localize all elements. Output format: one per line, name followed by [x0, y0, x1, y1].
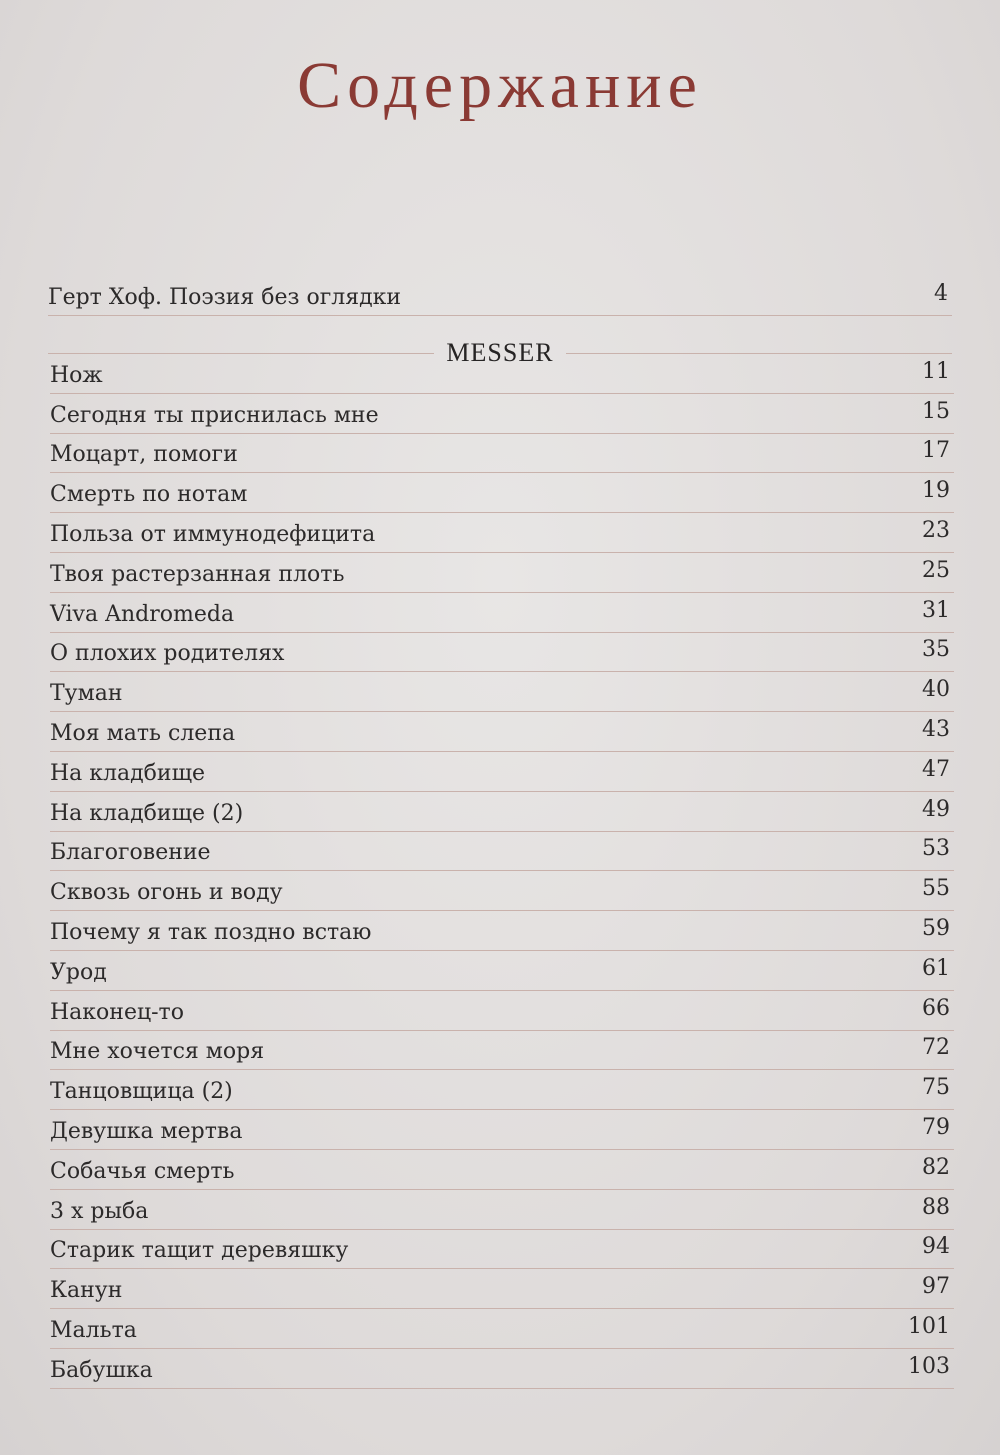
toc-entry-title: Почему я так поздно встаю [50, 919, 372, 945]
toc-entry-page: 25 [922, 557, 950, 583]
toc-entry-page: 82 [922, 1154, 950, 1180]
toc-entry-page: 47 [922, 756, 950, 782]
toc-entry-title: Девушка мертва [50, 1118, 243, 1144]
toc-entry [50, 354, 954, 394]
toc-entry-page: 101 [908, 1313, 950, 1339]
toc-entry-title: Viva Andromeda [50, 601, 235, 627]
toc-entry-title: Танцовщица (2) [50, 1079, 233, 1105]
toc-entry-title: На кладбище [50, 760, 206, 786]
toc-entry [50, 394, 954, 434]
toc-entry-title: Мальта [50, 1317, 137, 1343]
toc-entry [50, 991, 954, 1031]
toc-entry [50, 1230, 954, 1270]
toc-entry-title: Урод [50, 959, 107, 985]
toc-entry-title: Бабушка [50, 1357, 153, 1383]
toc-entry-page: 75 [922, 1075, 950, 1101]
toc-entry-page: 23 [922, 517, 950, 543]
toc-entry-title: Моцарт, помоги [50, 442, 238, 468]
toc-entry [50, 633, 954, 673]
toc-entry-page: 97 [922, 1274, 950, 1300]
toc-entry [50, 1349, 954, 1389]
toc-entry [50, 1190, 954, 1230]
toc-entry [50, 672, 954, 712]
toc-entry [50, 1110, 954, 1150]
toc-entry-title: Твоя растерзанная плоть [50, 561, 345, 587]
toc-entry-title: Мне хочется моря [50, 1039, 265, 1065]
toc-entry [50, 792, 954, 832]
page-title: Содержание [297, 49, 703, 122]
toc-entry-title: Старик тащит деревяшку [50, 1238, 349, 1264]
toc-entry [50, 513, 954, 553]
toc-entry-page: 79 [922, 1114, 950, 1140]
toc-entry-page: 72 [922, 1035, 950, 1061]
toc-entry-title: 3 х рыба [50, 1198, 149, 1224]
toc-entry-page: 35 [922, 637, 950, 663]
toc-entry-title: Канун [50, 1278, 123, 1304]
toc-entry-title: Сквозь огонь и воду [50, 880, 283, 906]
toc-entry [50, 553, 954, 593]
toc-entry-page: 17 [922, 438, 950, 464]
toc-entry-title: Польза от иммунодефицита [50, 521, 376, 547]
toc-entry [50, 593, 954, 633]
toc-entry [50, 473, 954, 513]
section-title: MESSER [446, 338, 554, 367]
toc-entry-title: Собачья смерть [50, 1158, 235, 1184]
toc-entry-page: 19 [922, 478, 950, 504]
toc-entry-title: О плохих родителях [50, 641, 285, 667]
toc-entry-page: 66 [922, 995, 950, 1021]
toc-entry [50, 1309, 954, 1349]
toc-entry [50, 871, 954, 911]
toc-entry [50, 832, 954, 872]
table-of-contents [50, 354, 954, 1389]
toc-entry [50, 434, 954, 474]
toc-entry-title: Сегодня ты приснилась мне [50, 402, 379, 428]
toc-entry [50, 951, 954, 991]
toc-entry [50, 712, 954, 752]
toc-entry-title: Нож [50, 362, 103, 388]
toc-entry [50, 752, 954, 792]
toc-entry-title: Наконец-то [50, 999, 184, 1025]
toc-entry-page: 4 [934, 281, 948, 306]
toc-intro-row [48, 276, 952, 316]
toc-entry-page: 53 [922, 836, 950, 862]
toc-entry-page: 11 [922, 358, 950, 384]
toc-entry-title: Благоговение [50, 840, 211, 866]
toc-entry [50, 911, 954, 951]
toc-entry-page: 15 [922, 398, 950, 424]
toc-entry [50, 1070, 954, 1110]
toc-entry-page: 40 [922, 677, 950, 703]
toc-entry-title: Туман [50, 681, 123, 707]
toc-entry-page: 103 [908, 1353, 950, 1379]
toc-entry [50, 1269, 954, 1309]
toc-entry-title: Моя мать слепа [50, 720, 236, 746]
toc-entry-title: Смерть по нотам [50, 482, 248, 508]
toc-entry-title: Герт Хоф. Поэзия без оглядки [48, 285, 402, 310]
toc-entry-page: 49 [922, 796, 950, 822]
toc-entry [50, 1150, 954, 1190]
toc-entry-title: На кладбище (2) [50, 800, 244, 826]
toc-entry-page: 61 [922, 955, 950, 981]
toc-entry-page: 31 [922, 597, 950, 623]
toc-entry-page: 55 [922, 876, 950, 902]
toc-entry [50, 1031, 954, 1071]
toc-entry-page: 43 [922, 716, 950, 742]
toc-entry-page: 88 [922, 1194, 950, 1220]
toc-entry-page: 59 [922, 915, 950, 941]
toc-entry-page: 94 [922, 1234, 950, 1260]
